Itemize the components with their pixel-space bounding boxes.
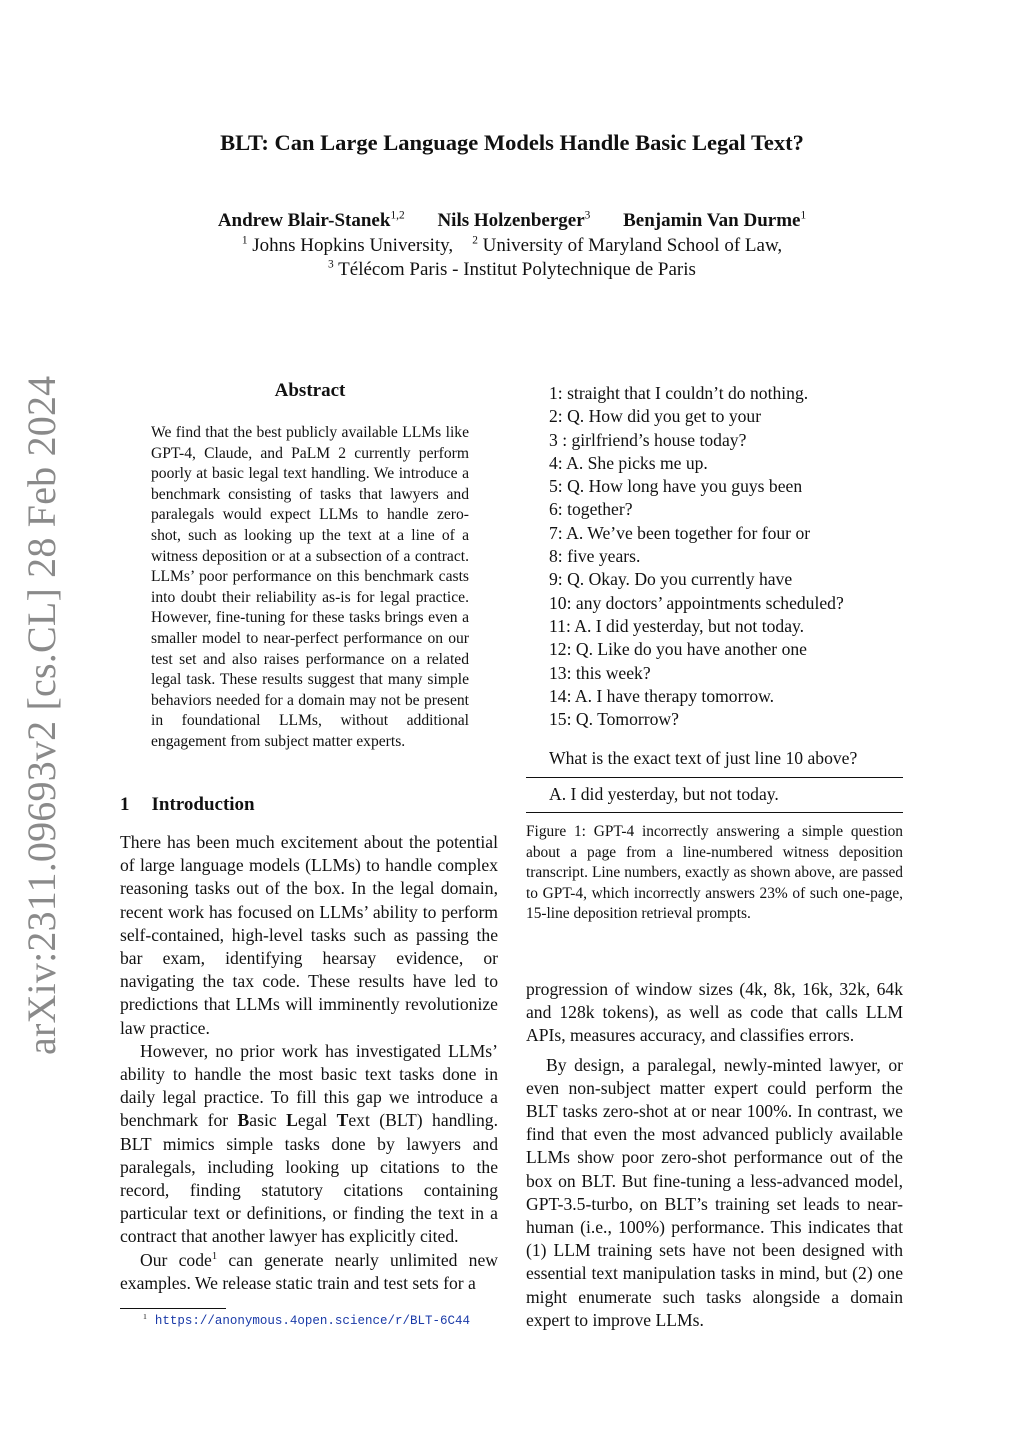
footnote-rule: [120, 1308, 226, 1309]
affiliations-line-1: $^1$ Johns Hopkins University, $^2$ University of Maryland School of Law,: [241, 234, 783, 256]
footnote-link[interactable]: https://anonymous.4open.science/r/BLT-6C44: [154, 1314, 470, 1328]
figure-question: What is the exact text of just line 10 above?: [549, 748, 858, 768]
transcript-line: 4: A. She picks me up.: [549, 452, 708, 473]
transcript-line: 10: any doctors’ appointments scheduled?: [549, 592, 844, 613]
footnote: [143, 1312, 470, 1328]
transcript-line: 2: Q. How did you get to your: [549, 406, 762, 427]
figure-rule: [526, 812, 903, 813]
abstract-text: We find that the best publicly available LLMs like GPT-4, Claude, and PaLM 2 currently perform poorly at basic legal text handling. We introduce a benchmark consisting of tasks that lawyers and paralegals would expect LLMs to handle zero-shot, such as looking up the text at a line of a witness deposition or at a subsection of a contract. LLMs’ poor performance on this benchmark casts into doubt their reliability as-is for legal practice. However, fine-tuning for these tasks brings even a smaller model to near-perfect performance on our test set and also raises performance on a related legal task. These results suggest that many simple behaviors needed for a domain may not be present in foundational LLMs, without additional engagement from subject matter experts.: [151, 424, 469, 750]
author-list: [0, 210, 1024, 232]
author: Benjamin Van Durme$^1$: [623, 209, 807, 231]
transcript-line: 7: A. We’ve been together for four or: [549, 522, 811, 543]
transcript-line: 9: Q. Okay. Do you currently have: [549, 569, 793, 590]
figure-caption: Figure 1: GPT-4 incorrectly answering a simple question about a page from a line-numbered witness deposition transcript. Line numbers, exactly as shown above, are passed to GPT-4, which incorrectly answers 23% of such one-page, 15-line deposition retrieval prompts.: [526, 823, 903, 923]
transcript-line: 1: straight that I couldn’t do nothing.: [549, 383, 809, 403]
footnote-ref[interactable]: 1: [211, 1250, 218, 1262]
section-title: Introduction: [151, 794, 255, 815]
affiliations-line-2: $^3$ Télécom Paris - Institut Polytechnique de Paris: [328, 258, 696, 280]
figure-answer: A. I did yesterday, but not today.: [549, 784, 779, 804]
figure-rule: [526, 777, 903, 778]
paragraph: By design, a paralegal, newly-minted lawyer, or even non-subject matter expert could perform the BLT tasks zero-shot at or near 100%. In contrast, we find that even the most advanced publicly available LLMs show poor zero-shot performance out of the box on BLT. But fine-tuning a less-advanced model, GPT-3.5-turbo, on BLT’s training set leads to near-human (i.e., 100%) performance. This indicates that (1) LLM training sets have not been designed with essential text manipulation tasks in mind, but (2) one might enumerate such tasks alongside a domain expert to improve LLMs.: [526, 1054, 903, 1330]
author: Andrew Blair-Stanek$^{1,2}$: [217, 209, 405, 231]
footnote-number: 1: [143, 1311, 147, 1321]
transcript-line: 15: Q. Tomorrow?: [549, 709, 679, 730]
paragraph: Our code$^1$ can generate nearly unlimited new examples. We release static train and test sets for a: [120, 1249, 498, 1293]
abstract-heading: Abstract: [274, 380, 346, 401]
transcript-line: 11: A. I did yesterday, but not today.: [549, 615, 805, 636]
transcript-line: 13: this week?: [549, 662, 651, 683]
author: Nils Holzenberger$^3$: [437, 209, 591, 231]
transcript-line: 12: Q. Like do you have another one: [549, 639, 807, 660]
figure-transcript: [549, 382, 844, 731]
left-column-body: [120, 831, 498, 1295]
section-number: 1: [120, 794, 130, 815]
transcript-line: 5: Q. How long have you guys been: [549, 476, 803, 497]
paragraph: There has been much excitement about the potential of large language models (LLMs) to handle complex reasoning tasks out of the box. In the legal domain, recent work has focused on LLMs’ ability to perform self-contained, high-level tasks such as passing the bar exam, identifying hearsay evidence, or navigating the tax code. These results have led to predictions that LLMs will imminently revolutionize law practice.: [120, 832, 498, 1038]
transcript-line: 3 : girlfriend’s house today?: [549, 429, 747, 450]
paragraph: However, no prior work has investigated LLMs’ ability to handle the most basic text tasks done in daily legal practice. To fill this gap we introduce a benchmark for Basic Legal Text (BLT) handling. BLT mimics simple tasks done by lawyers and paralegals, including looking up citations to the record, finding statutory citations containing particular text or definitions, or finding the text in a contract that another lawyer has explicitly cited.: [120, 1040, 499, 1247]
section-heading: [120, 794, 255, 816]
paper-title: BLT: Can Large Language Models Handle Basic Legal Text?: [220, 130, 804, 155]
transcript-line: 6: together?: [549, 499, 633, 520]
transcript-line: 14: A. I have therapy tomorrow.: [549, 685, 775, 706]
transcript-line: 8: five years.: [549, 546, 641, 567]
arxiv-stamp: arXiv:2311.09693v2 [cs.CL] 28 Feb 2024: [19, 375, 64, 1055]
right-column-body: [526, 978, 903, 1332]
paragraph: progression of window sizes (4k, 8k, 16k, 32k, 64k and 128k tokens), as well as code that calls LLM APIs, measures accuracy, and classifies errors.: [526, 979, 903, 1046]
